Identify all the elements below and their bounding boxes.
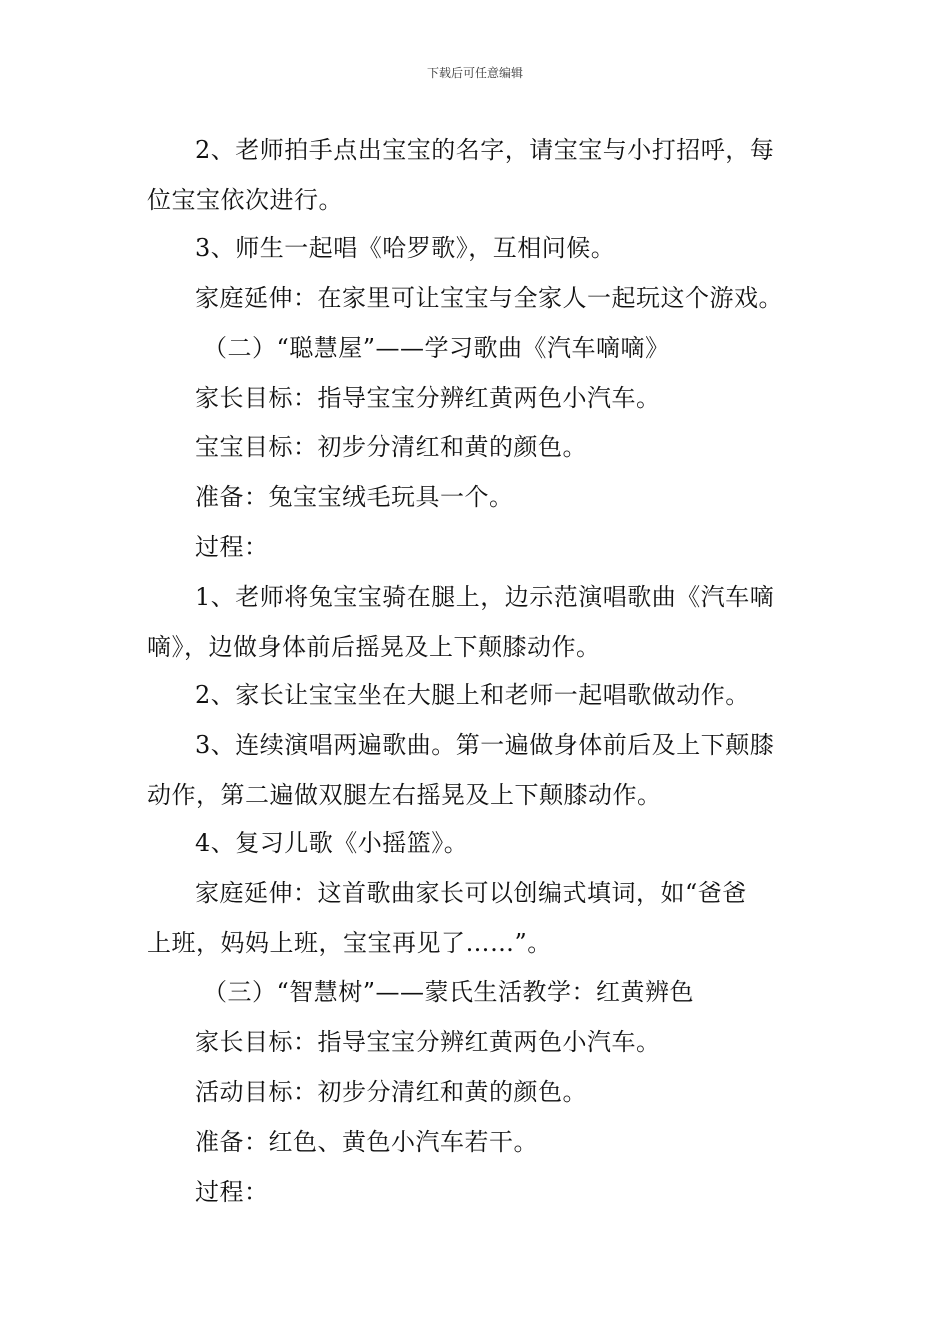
paragraph-step-3-repeat — [147, 720, 807, 820]
paragraph-line: 1、老师将兔宝宝骑在腿上，边示范演唱歌曲《汽车嘀 — [195, 583, 775, 611]
paragraph-preparation-2: 准备：红色、黄色小汽车若干。 — [195, 1128, 538, 1156]
paragraph-baby-goal: 宝宝目标：初步分清红和黄的颜色。 — [195, 433, 587, 461]
section-heading-2: （二）“聪慧屋”——学习歌曲《汽车嘀嘀》 — [203, 334, 670, 362]
paragraph-process-label-2: 过程： — [195, 1178, 269, 1206]
paragraph-step-4-review: 4、复习儿歌《小摇篮》。 — [195, 829, 469, 857]
paragraph-line: 2、老师拍手点出宝宝的名字，请宝宝与小打招呼，每 — [195, 136, 775, 164]
paragraph-line: 家庭延伸：这首歌曲家长可以创编式填词，如“爸爸 — [195, 879, 747, 907]
paragraph-step-2-sing-along: 2、家长让宝宝坐在大腿上和老师一起唱歌做动作。 — [195, 681, 750, 709]
paragraph-preparation-1: 准备：兔宝宝绒毛玩具一个。 — [195, 483, 514, 511]
paragraph-line: 上班，妈妈上班，宝宝再见了……”。 — [147, 929, 552, 957]
paragraph-home-extension-1: 家庭延伸：在家里可让宝宝与全家人一起玩这个游戏。 — [195, 284, 783, 312]
paragraph-line: 位宝宝依次进行。 — [147, 186, 343, 214]
paragraph-parent-goal-1: 家长目标：指导宝宝分辨红黄两色小汽车。 — [195, 384, 661, 412]
paragraph-activity-goal: 活动目标：初步分清红和黄的颜色。 — [195, 1078, 587, 1106]
paragraph-line: 动作，第二遍做双腿左右摇晃及上下颠膝动作。 — [147, 781, 662, 809]
section-heading-3: （三）“智慧树”——蒙氏生活教学：红黄辨色 — [203, 978, 695, 1006]
paragraph-step-3-song: 3、师生一起唱《哈罗歌》，互相问候。 — [195, 234, 616, 262]
paragraph-step-1-demo — [147, 572, 807, 672]
paragraph-step-2-greeting — [147, 125, 807, 225]
paragraph-line: 嘀》，边做身体前后摇晃及上下颠膝动作。 — [147, 633, 601, 661]
paragraph-home-extension-2 — [147, 868, 807, 968]
paragraph-line: 3、连续演唱两遍歌曲。第一遍做身体前后及上下颠膝 — [195, 731, 775, 759]
page-header-note: 下载后可任意编辑 — [426, 66, 523, 80]
paragraph-process-label-1: 过程： — [195, 533, 269, 561]
paragraph-parent-goal-2: 家长目标：指导宝宝分辨红黄两色小汽车。 — [195, 1028, 661, 1056]
